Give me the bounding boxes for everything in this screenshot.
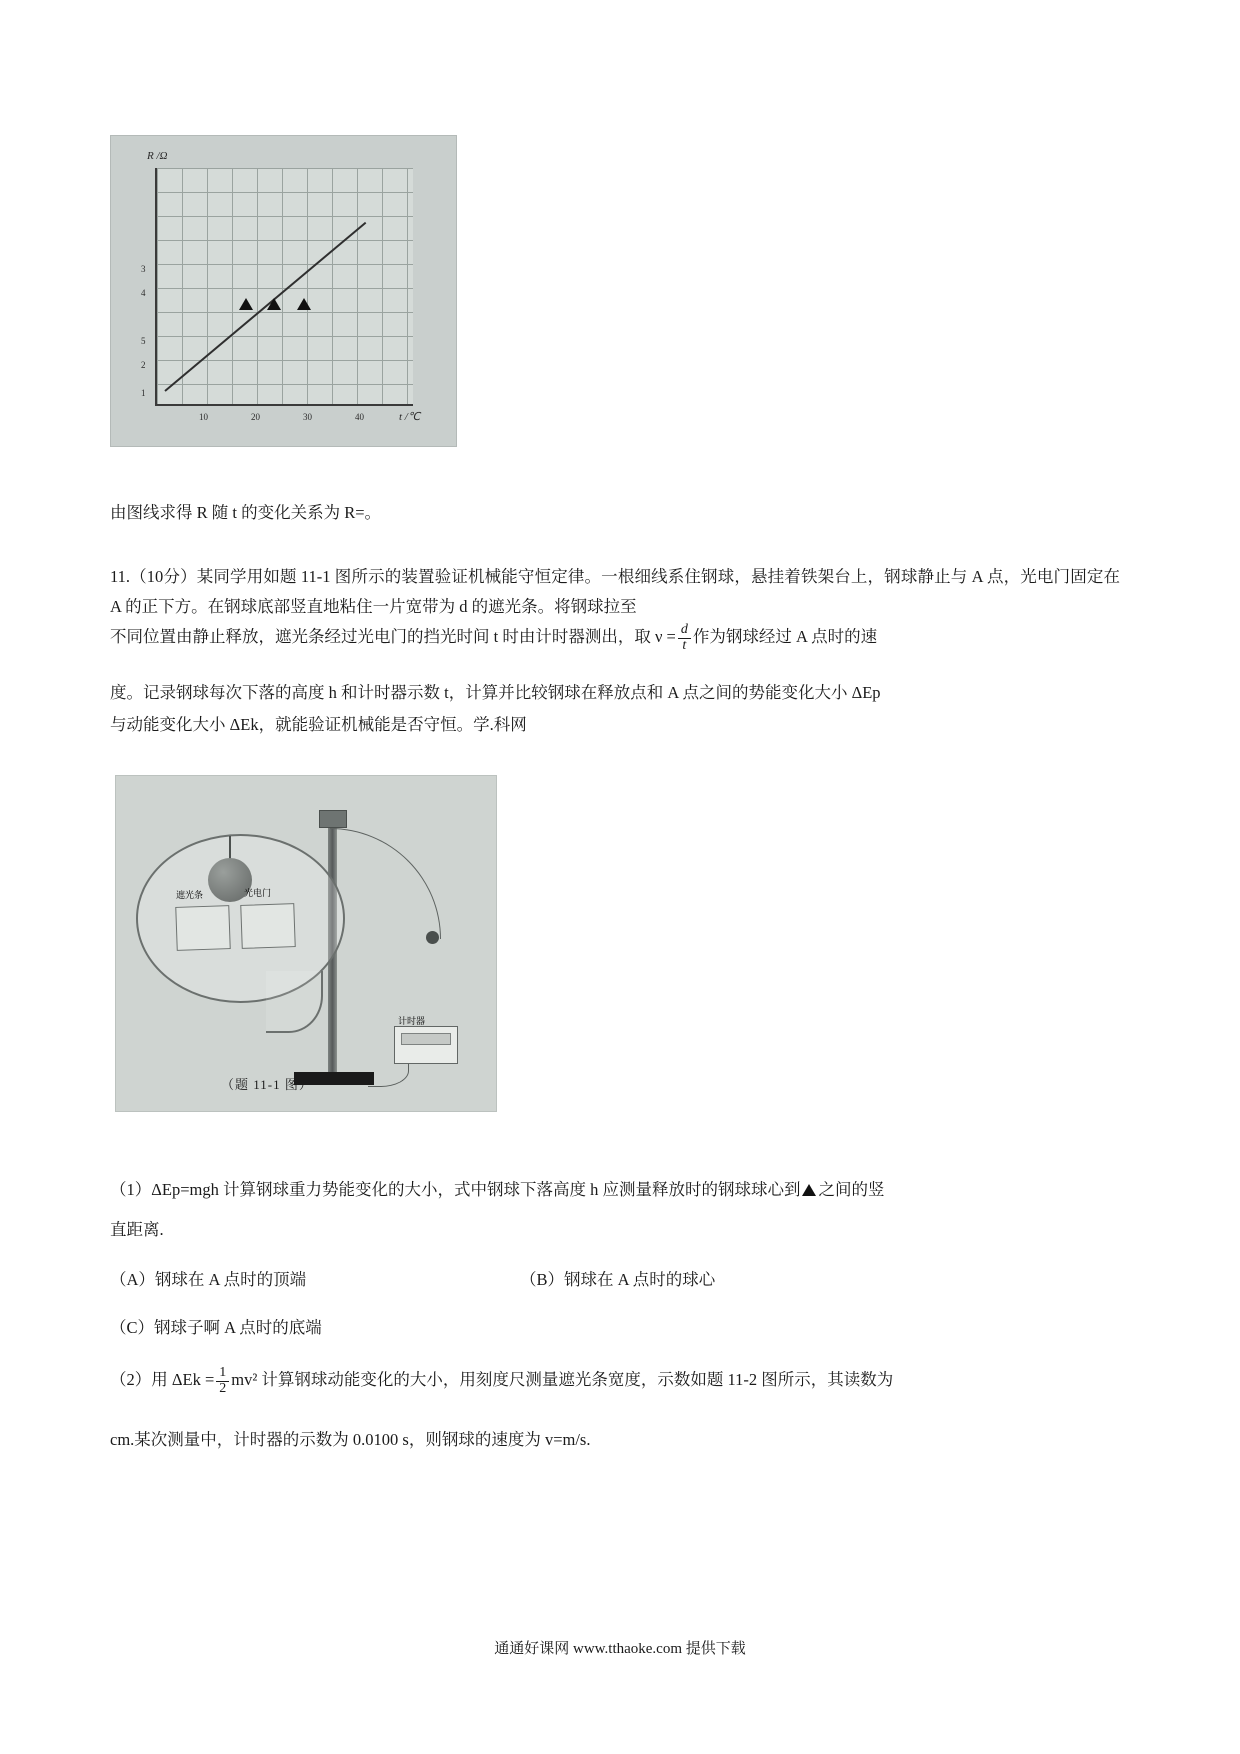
option-a-text: 钢球在 A 点时的顶端 (154, 1270, 307, 1289)
subquestion-1-line-1 (110, 1175, 1125, 1205)
graph-y-axis-label: R /Ω (147, 150, 168, 162)
graph-x-tick: 10 (199, 412, 208, 422)
option-a-key: （A） (110, 1270, 155, 1289)
figure-apparatus-photo (115, 775, 497, 1112)
stand-clamp (319, 810, 347, 828)
graph-y-tick: 3 (141, 264, 146, 274)
problem-11-paragraph-4: 与动能变化大小 ΔEk，就能验证机械能是否守恒。学.科网 (110, 715, 527, 734)
graph-marker-triangle (297, 298, 311, 310)
graph-trend-line (164, 222, 366, 392)
fraction-numerator: d (678, 623, 691, 639)
photogate-label: 光电门 (244, 888, 272, 898)
subquestion-1-line-2: 直距离. (110, 1220, 164, 1239)
option-c-text: 钢球子啊 A 点时的底端 (154, 1318, 322, 1337)
graph-x-tick: 40 (355, 412, 364, 422)
graph-y-tick: 2 (141, 360, 146, 370)
problem-11-paragraph-3: 度。记录钢球每次下落的高度 h 和计时器示数 t，计算并比较钢球在释放点和 A 点之间的势能变化大小 ΔEp (110, 683, 881, 702)
graph-x-tick: 30 (303, 412, 312, 422)
graph-marker-triangle (267, 298, 281, 310)
timer-label: 计时器 (398, 1016, 426, 1026)
figure-2-caption: （题 11-1 图） (221, 1077, 313, 1092)
graph-marker-triangle (239, 298, 253, 310)
problem-11-paragraph-2 (110, 622, 1120, 653)
fraction-numerator: 1 (216, 1366, 229, 1382)
subquestion-2-line-2: cm.某次测量中，计时器的示数为 0.0100 s，则钢球的速度为 v=m/s. (110, 1430, 591, 1449)
subquestion-2-lead-mid: mv² 计算钢球动能变化的大小，用刻度尺测量遮光条宽度，示数如题 11-2 图所示，其读数为 (231, 1370, 894, 1389)
problem-11-number: 11.（10分） (110, 567, 197, 586)
subquestion-1-lead: （1）ΔEp=mgh 计算钢球重力势能变化的大小，式中钢球下落高度 h 应测量释放时的钢球球心到 (110, 1180, 801, 1199)
problem-11-text-1: 某同学用如题 11-1 图所示的装置验证机械能守恒定律。一根细线系住钢球，悬挂着铁架台上，钢球静止与 A 点，光电门固定在 A 的正下方。在钢球底部竖直地粘住一片宽带为 d 的遮光条。将钢球拉至 (110, 567, 1120, 616)
graph-x-tick: 20 (251, 412, 260, 422)
timer-display (401, 1033, 451, 1045)
fig1-caption-line: 由图线求得 R 随 t 的变化关系为 R=。 (110, 503, 382, 522)
subquestion-1-tail: 之间的竖 (818, 1180, 885, 1199)
option-b-text: 钢球在 A 点时的球心 (564, 1270, 716, 1289)
problem-11-text-2-post: 作为钢球经过 A 点时的速 (692, 627, 878, 646)
graph-y-tick: 1 (141, 388, 146, 398)
option-b-key: （B） (520, 1270, 565, 1289)
figure-r-t-graph (110, 135, 457, 447)
released-ball (426, 931, 439, 944)
fraction-denominator: t (682, 637, 687, 653)
zoom-callout-tail (266, 971, 323, 1033)
connecting-wire (368, 1064, 409, 1087)
triangle-marker-icon (802, 1184, 816, 1196)
half-fraction (216, 1366, 229, 1396)
ball-string (229, 836, 231, 860)
page-footer: 通通好课网 www.tthaoke.com 提供下载 (494, 1641, 746, 1657)
problem-11-paragraph-1 (110, 562, 1120, 622)
option-b[interactable] (520, 1265, 715, 1295)
velocity-fraction (678, 623, 691, 653)
timer-device (394, 1026, 458, 1064)
shade-bar-label: 遮光条 (176, 890, 204, 900)
fraction-denominator: 2 (219, 1380, 227, 1396)
option-c-key: （C） (110, 1318, 155, 1337)
subquestion-2-line-1 (110, 1365, 1125, 1396)
graph-plot-area (155, 168, 413, 406)
subquestion-2-lead-pre: （2）用 ΔEk = (110, 1370, 215, 1389)
photogate-detail (240, 903, 296, 949)
graph-x-axis-label: t /℃ (399, 411, 421, 423)
option-c[interactable] (110, 1313, 322, 1343)
graph-y-tick: 4 (141, 288, 146, 298)
graph-y-tick: 5 (141, 336, 146, 346)
problem-11-text-2-pre: 不同位置由静止释放，遮光条经过光电门的挡光时间 t 时由计时器测出，取 ν = (110, 627, 676, 646)
swing-arc (330, 828, 441, 939)
option-a[interactable] (110, 1265, 306, 1295)
shade-bar-detail (175, 905, 231, 951)
